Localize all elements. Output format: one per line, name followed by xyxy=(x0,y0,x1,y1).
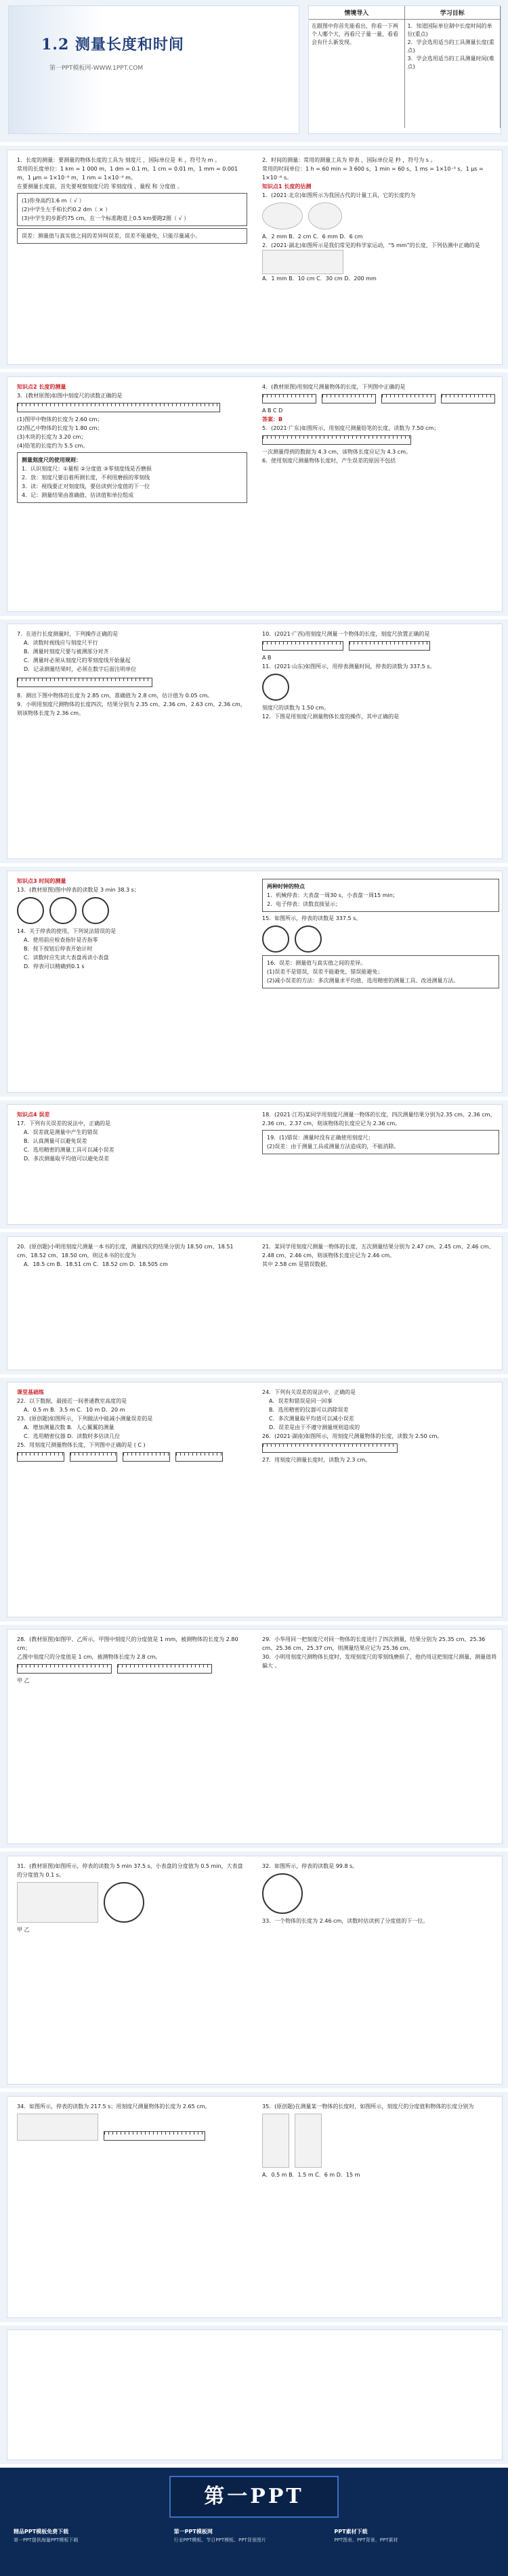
objectives-panel xyxy=(308,5,501,134)
s8-right-3: C．多次测量取平均值可以减小误差 xyxy=(269,1416,354,1422)
s3-left-0: 知识点2 长度的测量 xyxy=(17,384,66,390)
s2-left-1: 常用的长度单位：1 km = 1 000 m，1 dm = 0.1 m，1 cm = 0.01 m，1 mm = 0.001 m，1 μm = 1×10⁻⁶ m，1 nm = 1×10⁻⁹ m。 xyxy=(17,166,238,181)
slide-8-left xyxy=(17,1388,247,1611)
slide-4-right xyxy=(262,630,499,853)
slide-5 xyxy=(0,867,508,1097)
s6-left-3: B．认真测量可以避免误差 xyxy=(24,1138,87,1144)
slide-6-left xyxy=(17,1110,247,1219)
stopwatch-figure xyxy=(262,925,289,953)
s5-left-6: D．停表可以精确到0.1 s xyxy=(24,963,85,969)
s2-right-6: A．1 mm B．10 cm C．30 cm D．200 mm xyxy=(262,276,377,282)
s3-right-1: A B C D xyxy=(262,408,283,414)
s4-right-2: 11．(2021·山东)如图所示，用停表测量时间，停表的读数为 337.5 s。 xyxy=(262,663,436,670)
footer-col3-head: PPT素材下载 xyxy=(334,2529,368,2535)
s6-left-5: D．多次测量取平均值可以避免误差 xyxy=(24,1156,110,1162)
slide-4-left xyxy=(17,630,247,853)
ruler-figure xyxy=(262,641,343,651)
s3-left-8: 2．放：刻度尺要沿着所测长度，不利用磨损的零刻线 xyxy=(22,475,150,481)
footer-col2-text: 行业PPT模板、节日PPT模板、PPT背景图片 xyxy=(173,2537,266,2543)
ruler-figure xyxy=(175,1452,223,1462)
figure-image xyxy=(17,1882,98,1923)
stopwatch-figure xyxy=(262,674,289,701)
footer xyxy=(0,2468,508,2576)
s3-left-1: 3．(教材原图)如图中刻度尺的读数正确的是 xyxy=(17,393,123,399)
s5-left-0: 知识点3 时间的测量 xyxy=(17,878,66,884)
s7-right-0: 21．某同学用刻度尺测量一物体的长度，五次测量结果分别为 2.47 cm、2.45 cm、2.46 cm、2.48 cm、2.46 cm，则该物体长度应记为 2.46 cm。 xyxy=(262,1244,494,1259)
s11-left-0: 34．如图所示，停表的读数为 217.5 s；用刻度尺测量物体的长度为 2.65 cm。 xyxy=(17,2103,211,2110)
s2-left-2: 在要测量长度前，首先要观察刻度尺的 零刻度线 、量程 和 分度值 。 xyxy=(17,183,183,190)
figure-image xyxy=(262,2114,289,2168)
s2-left-4: (2)中学生左手柏长约0.2 dm（ × ） xyxy=(22,206,111,213)
s3-right-2: 答案：B xyxy=(262,416,283,422)
ruler-figure xyxy=(104,2131,205,2141)
slide-12-blank xyxy=(0,2326,508,2464)
stopwatch-figure xyxy=(295,925,322,953)
s3-right-5: 6．使用刻度尺测量物体长度时，产生误差的原因不包括 xyxy=(262,458,396,464)
s6-right-0: 18．(2021·江苏)某同学用刻度尺测量一物体的长度，四次测量结果分别为2.35 cm、2.36 cm、2.36 cm、2.37 cm，则该物体的长度应记为 2.36 cm。 xyxy=(262,1112,496,1127)
s8-right-6: 27．用刻度尺测量长度时，读数为 2.3 cm。 xyxy=(262,1457,371,1463)
s4-right-1: A B xyxy=(262,655,272,661)
s2-left-3: (1)你身高约1.6 m（ √ ） xyxy=(22,198,85,204)
s5-left-3: A．使用前应检查指针是否指零 xyxy=(24,937,98,943)
s5-right-3: 15．如图所示，停表的读数是 337.5 s。 xyxy=(262,915,362,921)
ruler-figure xyxy=(123,1452,170,1462)
s5-right-5: (1)误差不是错误，误差不能避免，错误能避免； xyxy=(267,969,383,975)
s4-left-1: A．读数时视线应与刻度尺平行 xyxy=(24,640,98,646)
s9-left-1: 乙图中刻度尺的分度值是 1 cm，被测物体长度为 2.8 cm。 xyxy=(17,1654,161,1660)
s3-left-2: (1)图甲中物体的长度为 2.60 cm； xyxy=(17,416,103,422)
ruler-figure xyxy=(17,678,152,687)
ruler-figure xyxy=(262,1443,398,1453)
ruler-figure xyxy=(322,394,376,403)
s6-right-1: 19．(1)错误：测量时没有正确使用刻度尺； xyxy=(267,1135,374,1141)
s9-left-0: 28．(教材原图)如图甲、乙所示，甲图中刻度尺的分度值是 1 mm，被测物体的长度为 2.80 cm； xyxy=(17,1636,238,1651)
ruler-figure xyxy=(381,394,436,403)
footer-col2-head: 第一PPT模板网 xyxy=(173,2529,213,2535)
s5-left-5: C．读数时应先读大表盘再读小表盘 xyxy=(24,955,109,961)
s3-right-3: 5．(2021·广东)如图所示，用刻度尺测量铅笔的长度，读数为 7.50 cm； xyxy=(262,425,440,431)
s8-right-4: D．误差是由于不遵守测量规则造成的 xyxy=(269,1424,360,1431)
s4-right-3: 刻度尺的读数为 1.50 cm。 xyxy=(262,705,330,711)
panel-body-goals: 1．知道国际单位制中长度时间的单位(重点) 2．学会选用适当的工具测量长度(重点) 3．学会选用适当的工具测量时间(难点) xyxy=(405,20,501,128)
stopwatch-figure xyxy=(104,1882,144,1923)
page-subtitle: 第一PPT模板网-WWW.1PPT.COM xyxy=(49,65,144,72)
figure-image xyxy=(308,202,342,230)
s8-left-1: 22．以下数据，最接近一间普通教室高度的是 xyxy=(17,1398,127,1404)
s6-right-2: (2)误差：由于测量工具或测量方法造成的，不能消除。 xyxy=(267,1143,400,1150)
s5-left-4: B．按下按钮后停表开始计时 xyxy=(24,946,93,952)
s6-left-4: C．选用精密的测量工具可以减小误差 xyxy=(24,1147,114,1153)
s6-left-0: 知识点4 误差 xyxy=(17,1112,50,1118)
s4-left-0: 7．在进行长度测量时，下列操作正确的是 xyxy=(17,631,119,637)
figure-image xyxy=(295,2114,322,2168)
s8-right-1: A．误差和错误是同一回事 xyxy=(269,1398,333,1404)
s2-right-3: 1．(2021·北京)如图所示为我国古代的计量工具，它的长度约为 xyxy=(262,192,416,198)
s6-left-2: A．误差就是测量中产生的错误 xyxy=(24,1129,98,1135)
slide-10-right xyxy=(262,1862,499,2078)
s9-left-2: 甲 乙 xyxy=(17,1678,30,1684)
s11-right-0: 35．(原创题)在测量某一物体的长度时，如图所示，刻度尺的分度值和物体的长度分别为 xyxy=(262,2103,474,2110)
slide-6-right xyxy=(262,1110,499,1219)
slide-6 xyxy=(0,1100,508,1229)
panel-head-situation: 情境导入 xyxy=(309,6,405,19)
s8-left-5: C．选用精密仪器 D．读数时多估读几位 xyxy=(24,1433,121,1439)
title-card xyxy=(8,5,299,134)
stopwatch-figure xyxy=(49,897,77,924)
figure-image xyxy=(262,250,343,274)
s2-left-5: (3)中学生的步距约75 cm，在一个标准跑道上0.5 km要跑2圈（ √ ） xyxy=(22,215,190,221)
s3-left-10: 4．记：测量结果由准确值、估读值和单位组成 xyxy=(22,492,134,498)
s11-right-1: A．0.5 m B．1.5 m C．6 m D．15 m xyxy=(262,2172,360,2178)
slide-10 xyxy=(0,1852,508,2089)
s4-right-4: 12．下图是用刻度尺测量物体长度的操作，其中正确的是 xyxy=(262,714,400,720)
s4-left-4: D．记录测量结果时，必须在数字后面注明单位 xyxy=(24,666,137,672)
slide-11 xyxy=(0,2092,508,2322)
s2-left-0: 1．长度的测量：要测量的物体长度的工具为 刻度尺 ，国际单位是 米 ，符号为 m 。 xyxy=(17,157,221,163)
s4-left-6: 9．小明用刻度尺测物体的长度四次，结果分别为 2.35 cm、2.36 cm、2.63 cm、2.36 cm，则该物体长度为 2.36 cm。 xyxy=(17,701,246,716)
slide-2-right xyxy=(262,156,499,359)
stopwatch-figure xyxy=(82,897,109,924)
s10-left-0: 31．(教材原图)如图所示，停表的读数为 5 min 37.5 s，小表盘的分度值为 0.5 min，大表盘的分度值为 0.1 s。 xyxy=(17,1863,243,1878)
s9-right-1: 30．小明用刻度尺测物体长度时，发现刻度尺的零刻线磨损了，他仍用这把刻度尺测量，测量值将 偏大 。 xyxy=(262,1654,497,1669)
ruler-figure xyxy=(441,394,495,403)
s5-right-6: (2)减小误差的方法：多次测量求平均值、选用精密的测量工具、改进测量方法。 xyxy=(267,978,459,984)
slide-7 xyxy=(0,1232,508,1374)
s3-left-5: (4)铅笔的长度约为 5.5 cm。 xyxy=(17,443,89,449)
stopwatch-figure xyxy=(17,897,44,924)
s3-left-9: 3．读：视线要正对刻度线，要估读到分度值的下一位 xyxy=(22,483,150,489)
slide-9 xyxy=(0,1625,508,1848)
s5-right-1: 1．机械停表：大表盘一周30 s，小表盘一周15 min； xyxy=(267,892,398,898)
ruler-figure xyxy=(17,1664,112,1674)
panel-body-situation: 在跟图中你首先能看出，你看一下两个人哪个大，再看尺子量一量，看看会有什么新发现。 xyxy=(309,20,405,128)
s2-right-4: A．2 mm B．2 cm C．6 mm D．6 cm xyxy=(262,234,363,240)
ruler-figure xyxy=(17,403,220,412)
slide-2 xyxy=(0,146,508,369)
s10-right-1: 33．一个物体的长度为 2.46 cm，读数时估读到了分度值的下一位。 xyxy=(262,1918,429,1924)
slide-3-left xyxy=(17,383,247,606)
s5-right-2: 2．电子停表：读数直接显示； xyxy=(267,901,341,907)
s8-left-4: A．增加测量次数 B．人心翼翼的测量 xyxy=(24,1424,114,1431)
s3-left-7: 1．认识刻度尺：①量程 ②分度值 ③零刻度线是否磨损 xyxy=(22,466,152,472)
slide-7-left xyxy=(17,1242,247,1364)
slide-title xyxy=(0,0,508,142)
s9-right-0: 29．小华用同一把刻度尺对同一物体的长度进行了四次测量，结果分别为 25.35 cm、25.36 cm、25.36 cm、25.37 cm，则测量结果应记为 25.36 cm。 xyxy=(262,1636,486,1651)
slide-5-left xyxy=(17,877,247,1087)
page-title: 1.2 测量长度和时间 xyxy=(41,36,184,53)
s4-left-2: B．测量时刻度尺要与被测部分对齐 xyxy=(24,649,109,655)
s3-left-6: 测量刻度尺的使用规则： xyxy=(22,457,81,463)
slide-9-right xyxy=(262,1635,499,1838)
panel-head-goals: 学习目标 xyxy=(405,6,501,19)
s8-right-5: 26．(2021·湖南)如图所示，用刻度尺测量物体的长度，读数为 2.50 cm。 xyxy=(262,1433,443,1439)
slide-10-left xyxy=(17,1862,247,2078)
s5-right-4: 16．误差：测量值与真实值之间的差异。 xyxy=(267,960,366,966)
s5-left-1: 13．(教材原图)图中停表的读数是 3 min 38.3 s； xyxy=(17,887,140,893)
s4-right-0: 10．(2021·广西)用刻度尺测量一个物体的长度，刻度尺放置正确的是 xyxy=(262,631,430,637)
ruler-figure xyxy=(117,1664,212,1674)
s6-left-1: 17．下列有关误差的说法中，正确的是 xyxy=(17,1120,111,1127)
s10-left-1: 甲 乙 xyxy=(17,1927,30,1933)
s2-right-5: 2．(2021·湖北)如图所示是我们常见的科学家运动，“5 mm”的长度，下列估测中正确的是 xyxy=(262,242,480,248)
s8-right-0: 24．下列有关误差的说法中，正确的是 xyxy=(262,1389,356,1395)
figure-image xyxy=(17,2114,98,2141)
s2-left-6: 误差：测量值与真实值之间的差异叫误差，误差不能避免，只能尽量减小。 xyxy=(22,233,200,239)
s7-left-0: 20．(原创题)小明用刻度尺测量一本书的长度，测量四次的结果分别为 18.50 cm、18.51 cm、18.52 cm、18.50 cm，则这本书的长度为 xyxy=(17,1244,234,1259)
ruler-figure xyxy=(349,641,430,651)
s4-left-5: 8．测出下图中物体的长度为 2.85 cm，准确值为 2.8 cm，估计值为 0.05 cm。 xyxy=(17,693,213,699)
s2-right-1: 常用的时间单位：1 h = 60 min = 3 600 s，1 min = 60 s，1 ms = 1×10⁻³ s，1 μs = 1×10⁻⁶ s。 xyxy=(262,166,484,181)
slide-11-right xyxy=(262,2102,499,2312)
s3-left-4: (3)木块的长度为 3.20 cm； xyxy=(17,434,87,440)
s3-left-3: (2)图乙中物体的长度为 1.80 cm； xyxy=(17,425,103,431)
s2-right-2: 知识点1 长度的估测 xyxy=(262,183,312,190)
slide-9-left xyxy=(17,1635,247,1838)
s8-left-6: 25．用刻度尺测量物体长度，下列图中正确的是 ( C ) xyxy=(17,1442,146,1448)
s3-right-0: 4．(教材原图)用刻度尺测量物体的长度，下列图中正确的是 xyxy=(262,384,406,390)
s5-right-0: 两种时钟的特点 xyxy=(267,883,305,890)
slide-5-right xyxy=(262,877,499,1087)
footer-col1-head: 精品PPT模板免费下载 xyxy=(14,2529,69,2535)
s7-left-1: A．18.5 cm B．18.51 cm C．18.52 cm D．18.505 cm xyxy=(24,1261,168,1267)
slide-3-right xyxy=(262,383,499,606)
s8-left-3: 23．(原创题)如图所示，下列做法中能减小测量误差的是 xyxy=(17,1416,153,1422)
figure-image xyxy=(262,202,303,230)
s4-left-3: C．测量时必须从刻度尺的零刻度线开始量起 xyxy=(24,657,131,663)
stopwatch-figure xyxy=(262,1873,303,1914)
s8-left-0: 课堂基础练 xyxy=(17,1389,44,1395)
s8-right-2: B．选用精密的仪器可以消除误差 xyxy=(269,1407,349,1413)
ruler-figure xyxy=(262,394,316,403)
slide-8 xyxy=(0,1378,508,1621)
ruler-figure xyxy=(262,435,411,445)
slide-3 xyxy=(0,372,508,616)
slide-4 xyxy=(0,619,508,863)
footer-col1-text: 第一PPT提供海量PPT模板下载 xyxy=(14,2537,79,2543)
s3-right-4: 一次测量得到的数据为 4.3 cm，该物体长度应记为 4.3 cm。 xyxy=(262,449,411,455)
slide-11-left xyxy=(17,2102,247,2312)
slide-7-right xyxy=(262,1242,499,1364)
footer-col3-text: PPT图表、PPT背景、PPT素材 xyxy=(334,2537,398,2543)
s2-right-0: 2．时间的测量：常用的测量工具为 停表 ，国际单位是 秒 ，符号为 s 。 xyxy=(262,157,436,163)
ruler-figure xyxy=(17,1452,64,1462)
s5-left-2: 14．关于停表的使用，下列说法错误的是 xyxy=(17,928,117,934)
s8-left-2: A．0.5 m B．3.5 m C．10 m D．20 m xyxy=(24,1407,125,1413)
brand-logo: 第一PPT xyxy=(169,2476,339,2518)
s7-right-1: 其中 2.58 cm 是错误数据。 xyxy=(262,1261,331,1267)
slide-8-right xyxy=(262,1388,499,1611)
s10-right-0: 32．如图所示，停表的读数是 99.8 s。 xyxy=(262,1863,358,1869)
ruler-figure xyxy=(70,1452,117,1462)
slide-2-left xyxy=(17,156,247,359)
